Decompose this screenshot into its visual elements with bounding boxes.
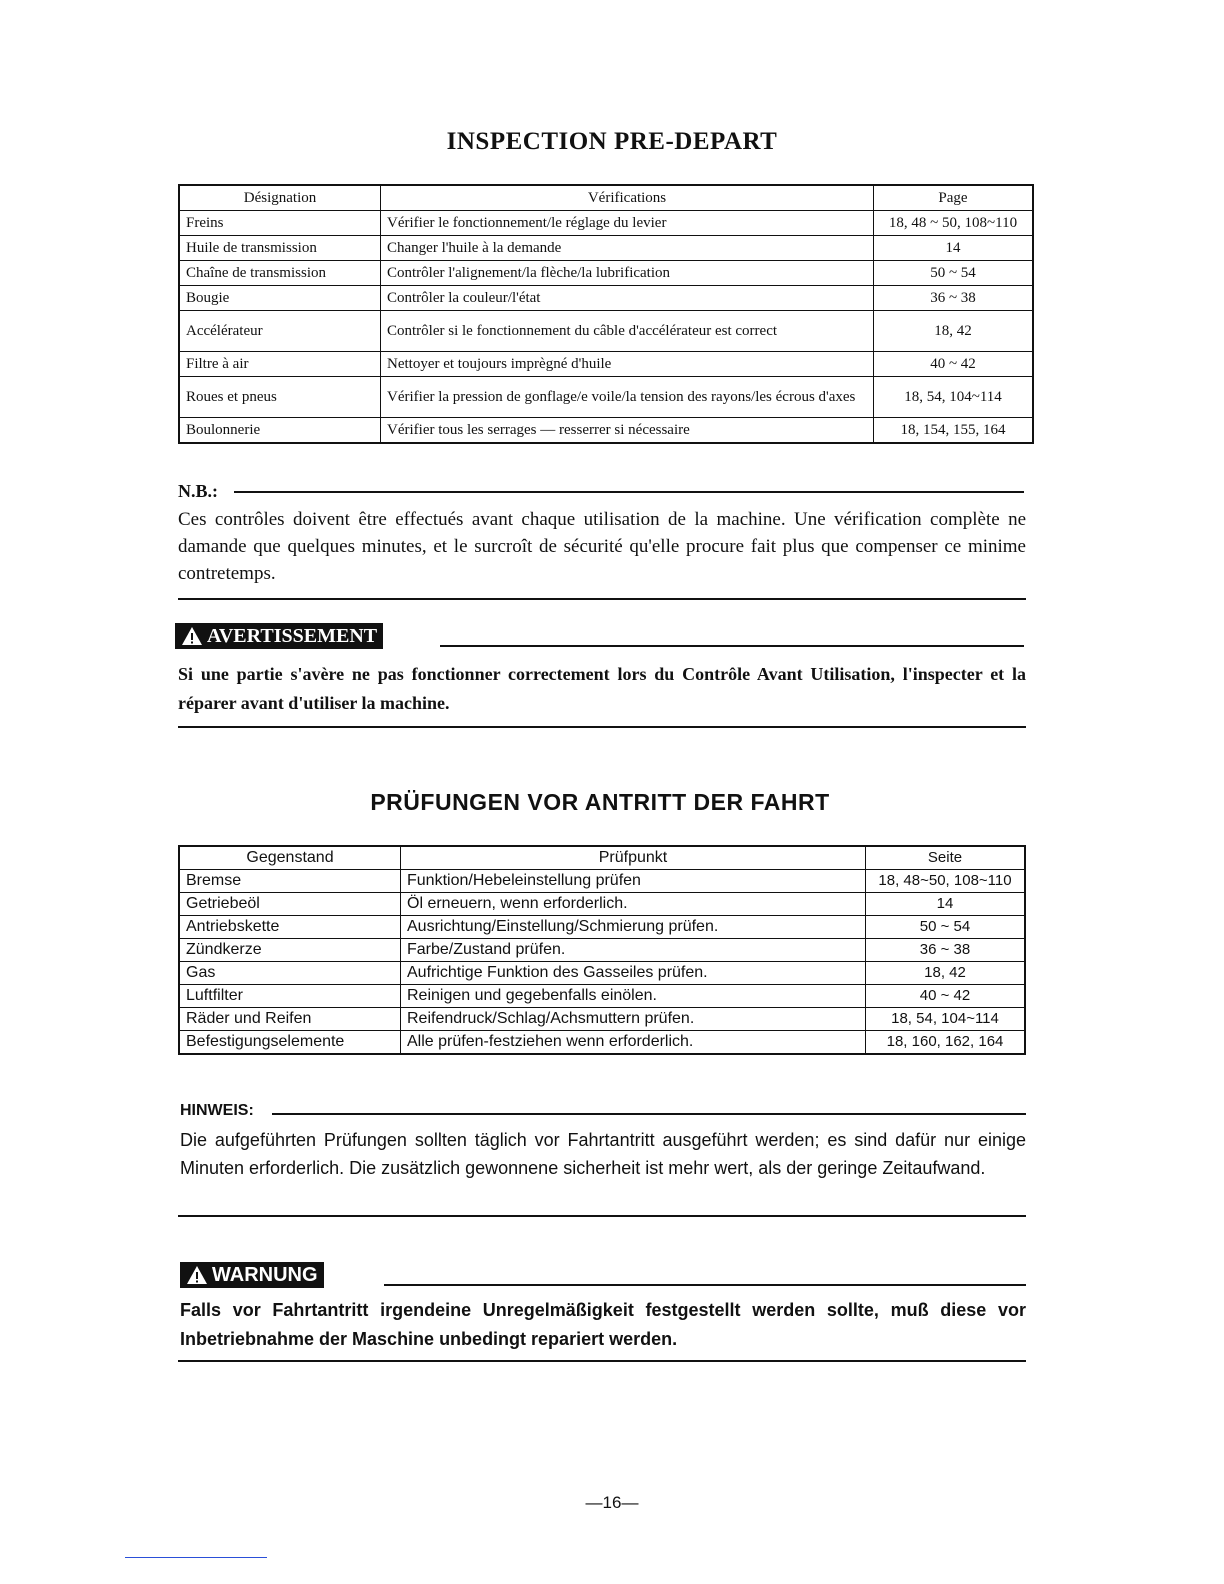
french-table-cell: Contrôler si le fonctionnement du câble d'accélérateur est correct: [381, 311, 874, 352]
french-table-cell: Nettoyer et toujours imprègné d'huile: [381, 352, 874, 377]
footer-rule: [125, 1557, 267, 1558]
german-warning-bottom-divider: [178, 1360, 1026, 1362]
warning-triangle-icon: [181, 626, 203, 646]
german-table-cell: Reinigen und gegebenfalls einölen.: [401, 985, 866, 1008]
french-table-cell: Filtre à air: [179, 352, 381, 377]
french-table-cell: Vérifier tous les serrages — resserrer si nécessaire: [381, 418, 874, 444]
french-table-row: [179, 418, 1033, 444]
german-table-cell: Getriebeöl: [179, 893, 401, 916]
german-section-title: PRÜFUNGEN VOR ANTRITT DER FAHRT: [370, 789, 830, 815]
french-table-cell: 18, 48 ~ 50, 108~110: [874, 211, 1034, 236]
french-table-row: [179, 377, 1033, 418]
french-table-row: [179, 286, 1033, 311]
german-table-cell: 36 ~ 38: [866, 939, 1026, 962]
french-table-row: [179, 311, 1033, 352]
french-warning-text: Si une partie s'avère ne pas fonctionner correctement lors du Contrôle Avant Utilisation, l'inspecter et la réparer avant d'utiliser la machine.: [178, 664, 1026, 713]
french-table-cell: 36 ~ 38: [874, 286, 1034, 311]
french-header-cell: Désignation: [179, 185, 381, 211]
german-table-row: [179, 916, 1025, 939]
german-table-header: [179, 846, 1025, 870]
german-warning-divider: [384, 1284, 1026, 1286]
french-table-row: [179, 236, 1033, 261]
french-inspection-table: [178, 184, 1034, 444]
french-table-cell: Huile de transmission: [179, 236, 381, 261]
page-number: —16—: [585, 1493, 639, 1512]
german-header-cell: Gegenstand: [179, 846, 401, 870]
french-table-cell: Boulonnerie: [179, 418, 381, 444]
german-table-row: [179, 1031, 1025, 1055]
french-table-row: [179, 261, 1033, 286]
german-table-cell: Luftfilter: [179, 985, 401, 1008]
german-table-row: [179, 893, 1025, 916]
french-note-divider: [234, 491, 1024, 493]
french-table-cell: Contrôler l'alignement/la flèche/la lubrification: [381, 261, 874, 286]
french-table-cell: Vérifier la pression de gonflage/e voile/la tension des rayons/les écrous d'axes: [381, 377, 874, 418]
french-table-cell: Bougie: [179, 286, 381, 311]
french-table-cell: Accélérateur: [179, 311, 381, 352]
french-section-title: INSPECTION PRE-DEPART: [446, 128, 778, 155]
french-header-cell: Page: [874, 185, 1034, 211]
french-table-cell: Chaîne de transmission: [179, 261, 381, 286]
warning-triangle-icon: [186, 1265, 208, 1285]
german-table-cell: Farbe/Zustand prüfen.: [401, 939, 866, 962]
german-note-bottom-divider: [178, 1215, 1026, 1217]
german-note-label: HINWEIS:: [180, 1102, 254, 1119]
french-table-cell: Changer l'huile à la demande: [381, 236, 874, 261]
french-table-cell: 18, 154, 155, 164: [874, 418, 1034, 444]
german-table-cell: 18, 48~50, 108~110: [866, 870, 1026, 893]
french-table-cell: Roues et pneus: [179, 377, 381, 418]
german-table-cell: Funktion/Hebeleinstellung prüfen: [401, 870, 866, 893]
german-header-cell: Seite: [866, 846, 1026, 870]
german-table-cell: Aufrichtige Funktion des Gasseiles prüfen.: [401, 962, 866, 985]
french-table-cell: Contrôler la couleur/l'état: [381, 286, 874, 311]
german-warning-badge: [180, 1262, 324, 1288]
french-note-bottom-divider: [178, 598, 1026, 600]
french-warning-divider: [440, 645, 1024, 647]
french-header-cell: Vérifications: [381, 185, 874, 211]
french-table-cell: 18, 54, 104~114: [874, 377, 1034, 418]
german-header-cell: Prüfpunkt: [401, 846, 866, 870]
german-table-cell: Ausrichtung/Einstellung/Schmierung prüfen.: [401, 916, 866, 939]
german-table-cell: 50 ~ 54: [866, 916, 1026, 939]
german-table-row: [179, 985, 1025, 1008]
german-table-cell: Bremse: [179, 870, 401, 893]
french-table-row: [179, 211, 1033, 236]
french-table-cell: 50 ~ 54: [874, 261, 1034, 286]
french-table-cell: Freins: [179, 211, 381, 236]
german-table-cell: 18, 54, 104~114: [866, 1008, 1026, 1031]
german-table-cell: Öl erneuern, wenn erforderlich.: [401, 893, 866, 916]
french-warning-bottom-divider: [178, 726, 1026, 728]
german-table-cell: Reifendruck/Schlag/Achsmuttern prüfen.: [401, 1008, 866, 1031]
german-warning-text: Falls vor Fahrtantritt irgendeine Unregelmäßigkeit festgestellt werden sollte, muß diese vor Inbetriebnahme der Maschine unbedingt repariert werden.: [180, 1300, 1026, 1349]
german-table-cell: Zündkerze: [179, 939, 401, 962]
german-note-text: Die aufgeführten Prüfungen sollten täglich vor Fahrtantritt ausgeführt werden; es sind dafür nur einige Minuten erforderlich. Die zusätzlich gewonnene sicherheit ist mehr wert, als der geringe Zeitaufwand.: [180, 1130, 1026, 1178]
german-inspection-table: [178, 845, 1026, 1055]
german-warning-label: WARNUNG: [212, 1263, 318, 1286]
french-table-row: [179, 352, 1033, 377]
french-warning-label: AVERTISSEMENT: [207, 624, 378, 647]
french-note-text: Ces contrôles doivent être effectués avant chaque utilisation de la machine. Une vérification complète ne damande que quelques minutes, et le surcroît de sécurité qu'elle procure fait plus que compenser ce minime contretemps.: [178, 509, 1026, 584]
german-table-cell: Gas: [179, 962, 401, 985]
german-table-cell: 18, 42: [866, 962, 1026, 985]
german-table-cell: 14: [866, 893, 1026, 916]
german-table-cell: Alle prüfen-festziehen wenn erforderlich.: [401, 1031, 866, 1055]
german-table-row: [179, 962, 1025, 985]
german-table-row: [179, 870, 1025, 893]
german-table-row: [179, 939, 1025, 962]
french-table-cell: 18, 42: [874, 311, 1034, 352]
french-table-cell: Vérifier le fonctionnement/le réglage du levier: [381, 211, 874, 236]
french-table-cell: 14: [874, 236, 1034, 261]
german-table-cell: 40 ~ 42: [866, 985, 1026, 1008]
german-table-row: [179, 1008, 1025, 1031]
french-warning-badge: [175, 623, 383, 649]
french-note-label: N.B.:: [178, 481, 218, 501]
german-table-cell: Befestigungselemente: [179, 1031, 401, 1055]
french-table-cell: 40 ~ 42: [874, 352, 1034, 377]
german-table-cell: 18, 160, 162, 164: [866, 1031, 1026, 1055]
german-table-cell: Räder und Reifen: [179, 1008, 401, 1031]
german-note-divider: [272, 1113, 1026, 1115]
german-table-cell: Antriebskette: [179, 916, 401, 939]
french-table-header: [179, 185, 1033, 211]
